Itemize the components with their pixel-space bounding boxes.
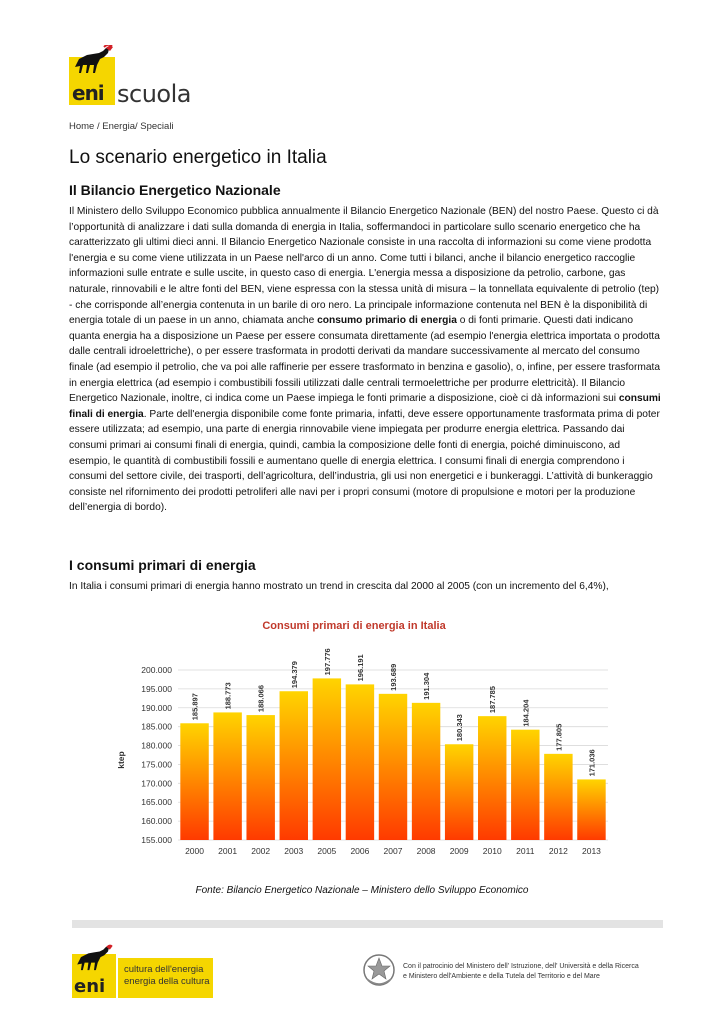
chart-data-label: 185.897 (190, 693, 200, 721)
chart-x-tick-label: 2012 (548, 846, 568, 856)
paragraph-text-1: Il Ministero dello Sviluppo Economico pubblica annualmente il Bilancio Energetico Nazionale (BEN) del nostro Paese. Questo ci dà l’opportunità di analizzare i dati sulla domanda di energia in Italia, soffermandoci in particolare sullo scenario energetico che ha caratterizzato gli ultimi dieci anni. Il Bilancio Energetico Nazionale consiste in una raccolta di informazioni su come viene prodotta l'energia e su come viene utilizzata in un Paese nell'arco di un anno. Come tutti i bilanci, anche il bilancio energetico raccoglie informazioni sulle entrate e sulle uscite, in questo caso di energia. L'energia messa a disposizione da petrolio, carbone, gas naturale, rinnovabili e le altre fonti del BEN, viene espressa con la stessa unità di misura – la tonnellata equivalente di petrolio (tep) - che corrisponde all’energia contenuta in un barile di oro nero. La principale informazione contenuta nel BEN è la disponibilità di energia totale di un paese in un anno, chiamata anche (69, 206, 660, 327)
chart-x-tick-label: 2001 (218, 846, 238, 856)
chart-bar (478, 716, 506, 840)
consumi-primari-chart (108, 612, 618, 860)
chart-bar (313, 678, 341, 840)
footer-six-legged-dog-icon (75, 944, 113, 972)
footer-logo-eni-word: eni (74, 976, 106, 997)
chart-data-label: 171.036 (587, 749, 597, 777)
chart-title: Consumi primari di energia in Italia (262, 620, 446, 632)
bold-term-consumo-primario: consumo primario di energia (317, 315, 457, 327)
footer-divider (72, 920, 663, 928)
chart-y-tick-label: 200.000 (141, 665, 172, 675)
chart-bar (246, 715, 274, 840)
chart-x-tick-label: 2006 (350, 846, 370, 856)
footer-tagline-line-2: energia della cultura (124, 976, 210, 987)
chart-y-tick-label: 180.000 (141, 740, 172, 751)
page-title: Lo scenario energetico in Italia (69, 147, 327, 168)
chart-y-tick-label: 190.000 (141, 702, 172, 713)
logo-eni-word: eni (72, 81, 104, 105)
chart-x-tick-label: 2000 (185, 846, 204, 856)
chart-x-tick-label: 2008 (416, 846, 436, 856)
chart-bar (346, 684, 374, 840)
patronage-text (403, 962, 683, 982)
chart-bar (412, 703, 440, 840)
chart-x-tick-label: 2002 (251, 846, 271, 856)
chart-data-label: 194.379 (289, 661, 299, 689)
chart-x-tick-label: 2011 (516, 846, 535, 856)
italian-republic-emblem-icon (362, 953, 396, 989)
chart-bar (213, 712, 241, 840)
bold-term-consumi-finali: consumi finali di energia (69, 393, 661, 420)
chart-source-caption: Fonte: Bilancio Energetico Nazionale – Ministero dello Sviluppo Economico (195, 885, 529, 896)
footer-tagline (118, 958, 213, 998)
chart-bar (544, 754, 572, 840)
chart-x-tick-label: 2010 (482, 846, 502, 856)
chart-data-label: 188.066 (256, 684, 266, 713)
chart-y-tick-label: 175.000 (141, 759, 172, 770)
section-heading-consumi-primari: I consumi primari di energia (69, 557, 256, 573)
chart-data-label: 184.204 (521, 699, 531, 727)
chart-bar (445, 744, 473, 840)
section-heading-bilancio: Il Bilancio Energetico Nazionale (69, 182, 281, 198)
chart-y-tick-label: 185.000 (141, 721, 172, 732)
footer-tagline-line-1: cultura dell'energia (124, 964, 204, 975)
chart-x-tick-label: 2005 (317, 846, 337, 856)
chart-data-label: 191.304 (422, 672, 432, 700)
patronage-line-1: Con il patrocinio del Ministero dell' Istruzione, dell' Università e della Ricerca (403, 963, 639, 970)
section-bilancio-paragraph (69, 204, 661, 516)
chart-data-label: 193.689 (389, 663, 398, 691)
chart-bar (280, 691, 308, 840)
chart-x-tick-label: 2009 (449, 846, 469, 856)
footer-eni-logo[interactable] (72, 944, 217, 998)
six-legged-dog-icon (73, 45, 113, 75)
paragraph-text-3: . Parte dell'energia disponibile come fonte primaria, infatti, deve essere opportunamente trasformata prima di poter essere utilizzata; ad esempio, una parte di energia rinnovabile viene impiegata per produrre energia elettrica. Passando dai consumi primari ai consumi finali di energia, quindi, cambia la composizione delle fonti di energia, poiché diminuiscono, ad esempio, le quantità di combustibili fossili e aumentano quelle di energia elettrica. I consumi finali di energia comprendono i consumi del settore civile, dei trasporti, dell’agricoltura, dell’industria, gli usi non energetici e i bunkeraggi. L’attività di bunkeraggio consiste nel rifornimento dei prodotti petroliferi alle navi per i propri consumi (motore di propulsione e motori per la produzione dell’energia di bordo). (69, 408, 660, 514)
chart-bar (511, 730, 539, 840)
chart-bars (180, 648, 605, 856)
section-consumi-paragraph: In Italia i consumi primari di energia hanno mostrato un trend in crescita dal 2000 al 2005 (con un incremento del 6,4%), (69, 581, 609, 592)
chart-x-tick-label: 2013 (582, 846, 601, 856)
chart-y-tick-label: 195.000 (141, 683, 172, 694)
chart-y-tick-label: 155.000 (141, 835, 172, 845)
logo-scuola-word: scuola (117, 80, 191, 108)
chart-data-label: 187.785 (488, 686, 498, 714)
chart-svg (108, 612, 618, 860)
chart-y-tick-label: 170.000 (141, 778, 172, 789)
chart-data-label: 196.191 (355, 654, 365, 682)
chart-data-label: 180.343 (455, 714, 465, 742)
chart-data-label: 197.776 (322, 648, 332, 676)
chart-x-tick-label: 2003 (284, 846, 304, 856)
patronage-line-2: e Ministero dell'Ambiente e della Tutela del Territorio e del Mare (403, 973, 600, 980)
chart-data-label: 188.773 (223, 682, 233, 710)
chart-y-tick-label: 165.000 (141, 797, 172, 808)
chart-y-axis-label: ktep (116, 751, 126, 769)
paragraph-text-2: o di fonti primarie. Questi dati indicano quanta energia ha a disposizione un Paese per essere consumata direttamente (ad esempio l'energia elettrica importata o prodotta dalle centrali idroelettriche), o per essere trasformata in prodotti derivati da mandare successivamente al mercato del consumo finale (ad esempio il petrolio, che va poi alle raffinerie per essere trasformato in benzina e gasolio), o, infine, per essere trasformata in energia elettrica (ad esempio i combustibili fossili utilizzati dalle centrali termoelettriche per produrre elettricità). Il Bilancio Energetico Nazionale, inoltre, ci indica come un Paese impiega le fonti primarie a disposizione, cioè ci dà informazioni sui (69, 315, 660, 405)
chart-y-tick-label: 160.000 (141, 816, 172, 827)
chart-x-tick-label: 2007 (383, 846, 403, 856)
chart-data-label: 177.805 (554, 723, 564, 751)
chart-bar (180, 723, 208, 840)
breadcrumb[interactable]: Home / Energia/ Speciali (69, 121, 174, 132)
eni-scuola-logo[interactable] (69, 45, 189, 107)
chart-bar (577, 779, 605, 840)
chart-bar (379, 694, 407, 840)
